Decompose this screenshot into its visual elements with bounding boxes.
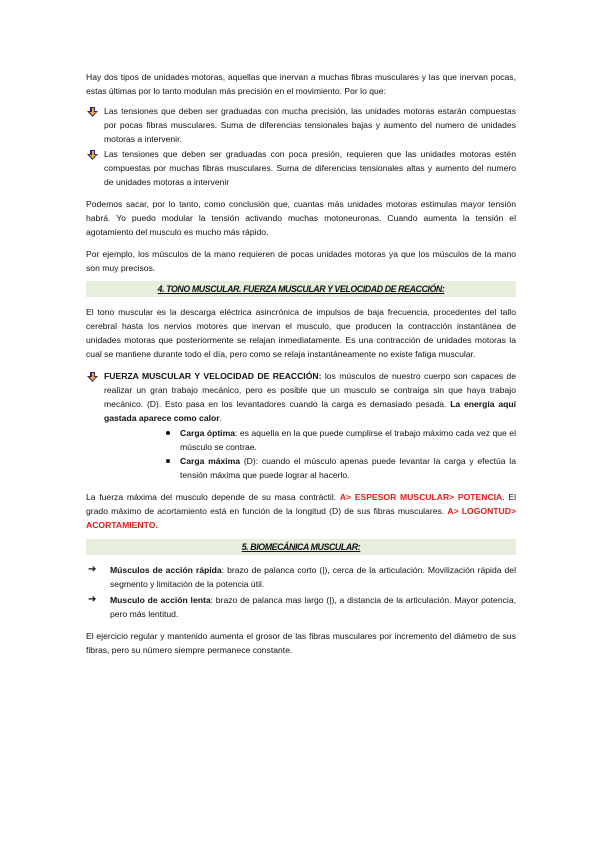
list-item <box>164 426 516 454</box>
load-types-list <box>164 426 516 482</box>
bullet-text: Las tensiones que deben ser graduadas con mucha precisión, las unidades motoras estarán compuestas por pocas fibras musculares. Suma de diferencias tensionales bajas y aumento del numero de unidades motoras a intervenir. <box>104 106 516 144</box>
arrow-down-bullet-icon <box>87 107 98 117</box>
term-text: (D): cuando el músculo apenas puede levantar la carga y efectúa la tensión máxima que puede lograr al hacerlo. <box>180 456 516 480</box>
list-item <box>86 147 516 189</box>
force-bullets <box>86 369 516 425</box>
arrow-down-bullet-icon <box>87 150 98 160</box>
section-heading-4: 4. TONO MUSCULAR. FUERZA MUSCULAR Y VELOCIDAD DE REACCIÓN: <box>86 281 516 297</box>
paragraph-conclusion: Podemos sacar, por lo tanto, como conclusión que, cuantas más unidades motoras estimulas mayor tensión habrá. Yo puedo modular la tensión activando muchas motoneuronas. Cuando aumenta la tensión el agotamiento del musculo es mucho más rápido. <box>86 199 516 237</box>
term: Carga óptima <box>180 428 235 438</box>
text: . El grado máximo de acortamiento está en función de la longitud (D) de sus fibras musculares. <box>86 492 516 516</box>
term: Carga máxima <box>180 456 241 466</box>
bullet-dot-icon <box>166 459 170 463</box>
term-text: : brazo de palanca corto (|), cerca de la articulación. Movilización rápida del segmento y limitación de la potencia útil. <box>110 565 516 589</box>
right-arrow-icon: ➔ <box>88 594 97 605</box>
term-text: : es aquella en la que puede cumplirse el trabajo máximo cada vez que el músculo se contrae. <box>180 428 516 452</box>
list-item <box>164 454 516 482</box>
term: Musculo de acción lenta <box>110 595 211 605</box>
bullet-text: Las tensiones que deben ser graduadas con poca presión, requieren que las unidades motoras estén compuestas por muchas fibras musculares. Suma de diferencias tensionales altas y aumento del numero de unidades motoras a intervenir <box>104 149 516 187</box>
paragraph-max-force <box>86 490 516 532</box>
right-arrow-icon: ➔ <box>88 564 97 575</box>
list-item <box>86 593 516 621</box>
arrow-down-bullet-icon <box>87 372 98 382</box>
bullet-period: . <box>219 413 222 423</box>
term: Músculos de acción rápida <box>110 565 222 575</box>
paragraph-example: Por ejemplo, los músculos de la mano requieren de pocas unidades motoras ya que los músculos de la mano son muy precisos. <box>86 249 516 273</box>
bullet-title: FUERZA MUSCULAR Y VELOCIDAD DE REACCIÓN: <box>104 371 322 381</box>
bullet-text: los músculos de nuestro cuerpo son capaces de realizar un gran trabajo mecánico, pero es posible que un musculo se contraiga sin que haya trabajo mecánico. (D). Esto pasa en los levantadores cuando la carga es demasiado pesada. <box>104 371 516 409</box>
bullet-dot-icon <box>166 431 170 435</box>
highlight-red: A> LOGONTUD> ACORTAMIENTO. <box>86 506 516 530</box>
paragraph-motor-units: Hay dos tipos de unidades motoras, aquellas que inervan a muchas fibras musculares y las que inervan pocas, estas últimas por lo tanto modulan más precisión en el movimiento. Por lo que: <box>86 72 516 96</box>
bullet-bold-end: La energía aquí gastada aparece como calor <box>104 399 516 423</box>
paragraph-muscle-tone: El tono muscular es la descarga eléctrica asincrónica de impulsos de baja frecuencia, procedentes del tallo cerebral hasta los nervios motores que inervan el musculo, que producen la contracción instantánea de unidades motoras que posteriormente se relajan inmediatamente. Es una contracción de unidades motoras la cual se mantiene durante todo el día, pero como se relaja instantáneamente no existe fatiga muscular. <box>86 307 516 359</box>
list-item <box>86 369 516 425</box>
document-page <box>86 70 516 657</box>
paragraph-exercise: El ejercicio regular y mantenido aumenta el grosor de las fibras musculares por incremento del diámetro de sus fibras, pero su número siempre permanece constante. <box>86 631 516 655</box>
term-text: : brazo de palanca mas largo (|), a distancia de la articulación. Mayor potencia, pero más lentitud. <box>110 595 516 619</box>
biomechanics-list <box>86 563 516 621</box>
motor-unit-bullets <box>86 104 516 189</box>
list-item <box>86 563 516 591</box>
section-heading-5: 5. BIOMECÁNICA MUSCULAR: <box>86 539 516 555</box>
highlight-red: A> ESPESOR MUSCULAR> POTENCIA <box>339 492 503 502</box>
text: La fuerza máxima del musculo depende de su masa contráctil. <box>86 492 340 502</box>
list-item <box>86 104 516 146</box>
